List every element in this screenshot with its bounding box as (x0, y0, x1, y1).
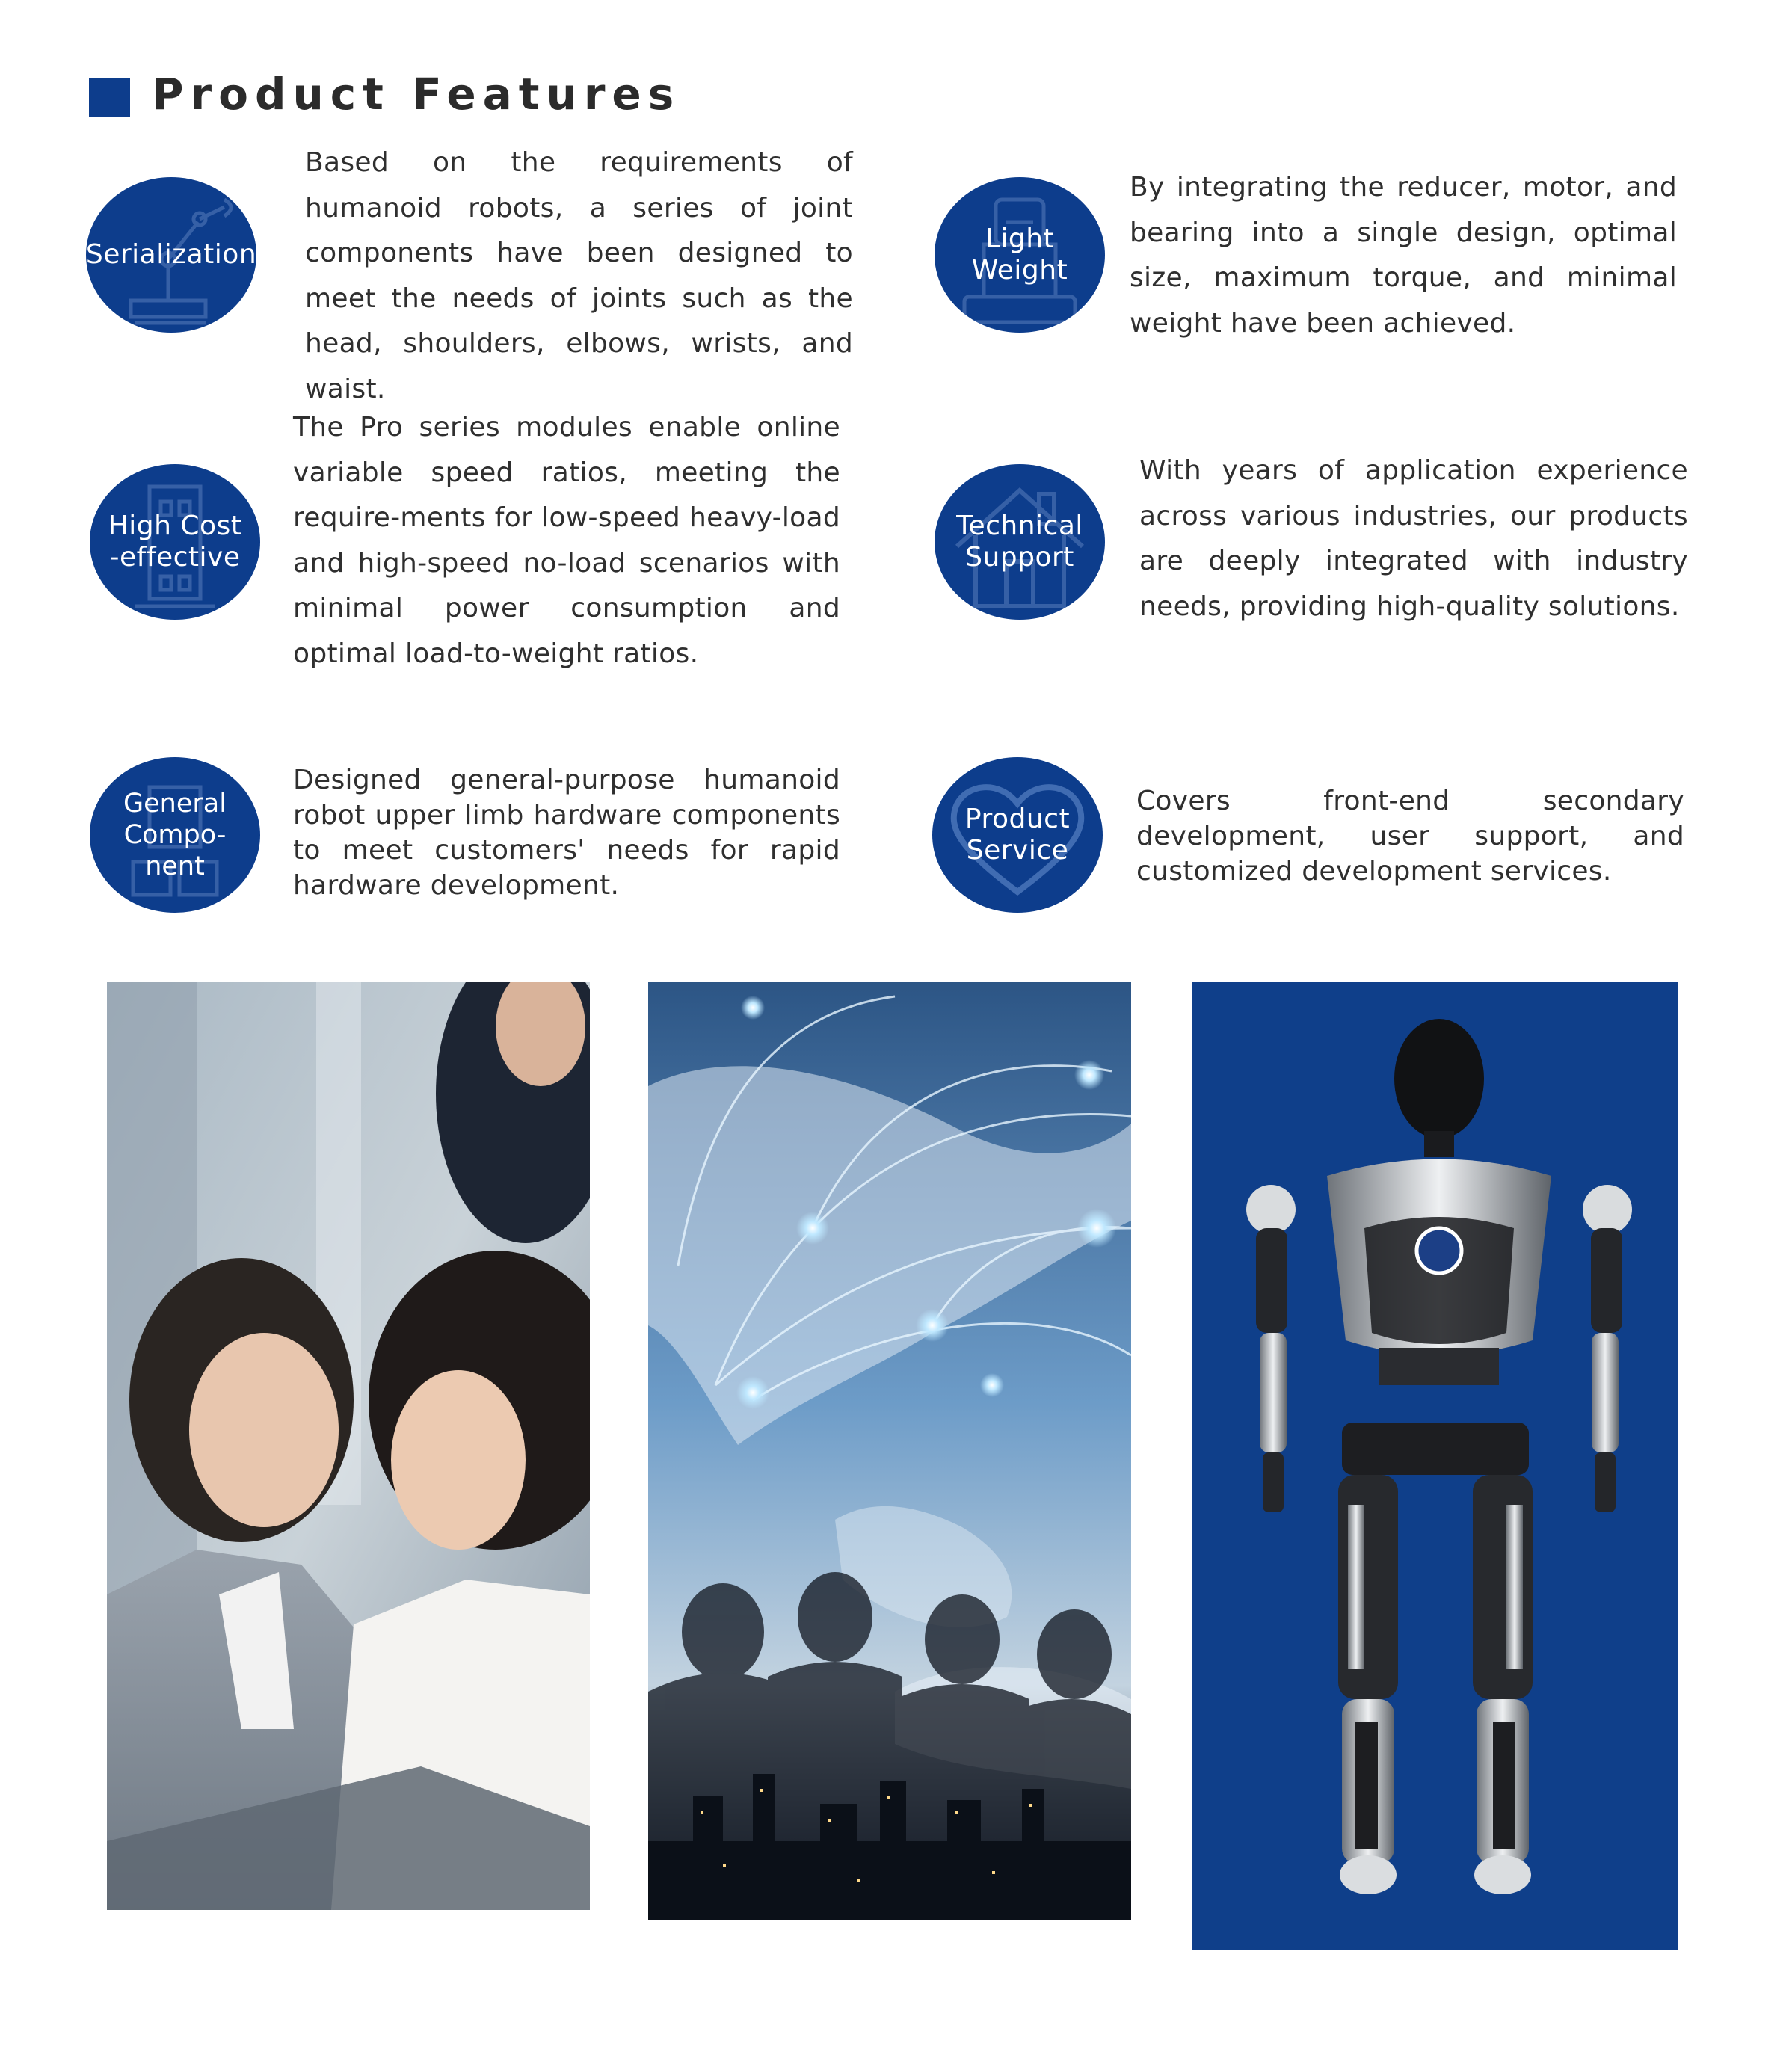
feature-description: The Pro series modules enable online variable speed ratios, meeting the require-ments for low-speed heavy-load and high-speed no-load scenarios with minimal power consumption and optimal load-to-weight ratios. (293, 412, 840, 669)
humanoid-robot-photo (1192, 982, 1678, 1950)
badge-label: Technical Support (956, 511, 1083, 573)
title-square (89, 78, 130, 117)
general-component-badge (90, 757, 260, 913)
feature-description: Based on the requirements of humanoid robots, a series of joint components have been designed to meet the needs of joints such as the head, shoulders, elbows, wrists, and waist. (305, 147, 853, 404)
badge-label: High Cost -effective (108, 511, 242, 573)
badge-label: Light Weight (971, 224, 1068, 286)
product-service-badge (932, 757, 1103, 913)
feature-description: By integrating the reducer, motor, and bearing into a single design, optimal size, maximum torque, and minimal weight have been achieved. (1130, 172, 1677, 339)
badge-label: General Compo- nent (123, 789, 227, 881)
feature-description: Covers front-end secondary development, user support, and customized development services. (1136, 786, 1684, 887)
badge-label: Product Service (964, 804, 1071, 866)
serialization-badge (86, 177, 256, 333)
light-weight-badge (935, 177, 1105, 333)
business-women-photo (107, 982, 590, 1910)
high-cost-effective-badge (90, 464, 260, 620)
badge-label: Serialization (86, 239, 256, 270)
feature-description: With years of application experience across various industries, our products are deeply integrated with industry needs, providing high-quality solutions. (1139, 455, 1688, 622)
world-network-photo (648, 982, 1131, 1920)
feature-description: Designed general-purpose humanoid robot upper limb hardware components to meet customers' needs for rapid hardware development. (293, 765, 840, 901)
technical-support-badge (935, 464, 1105, 620)
page-title: Product Features (152, 69, 681, 120)
